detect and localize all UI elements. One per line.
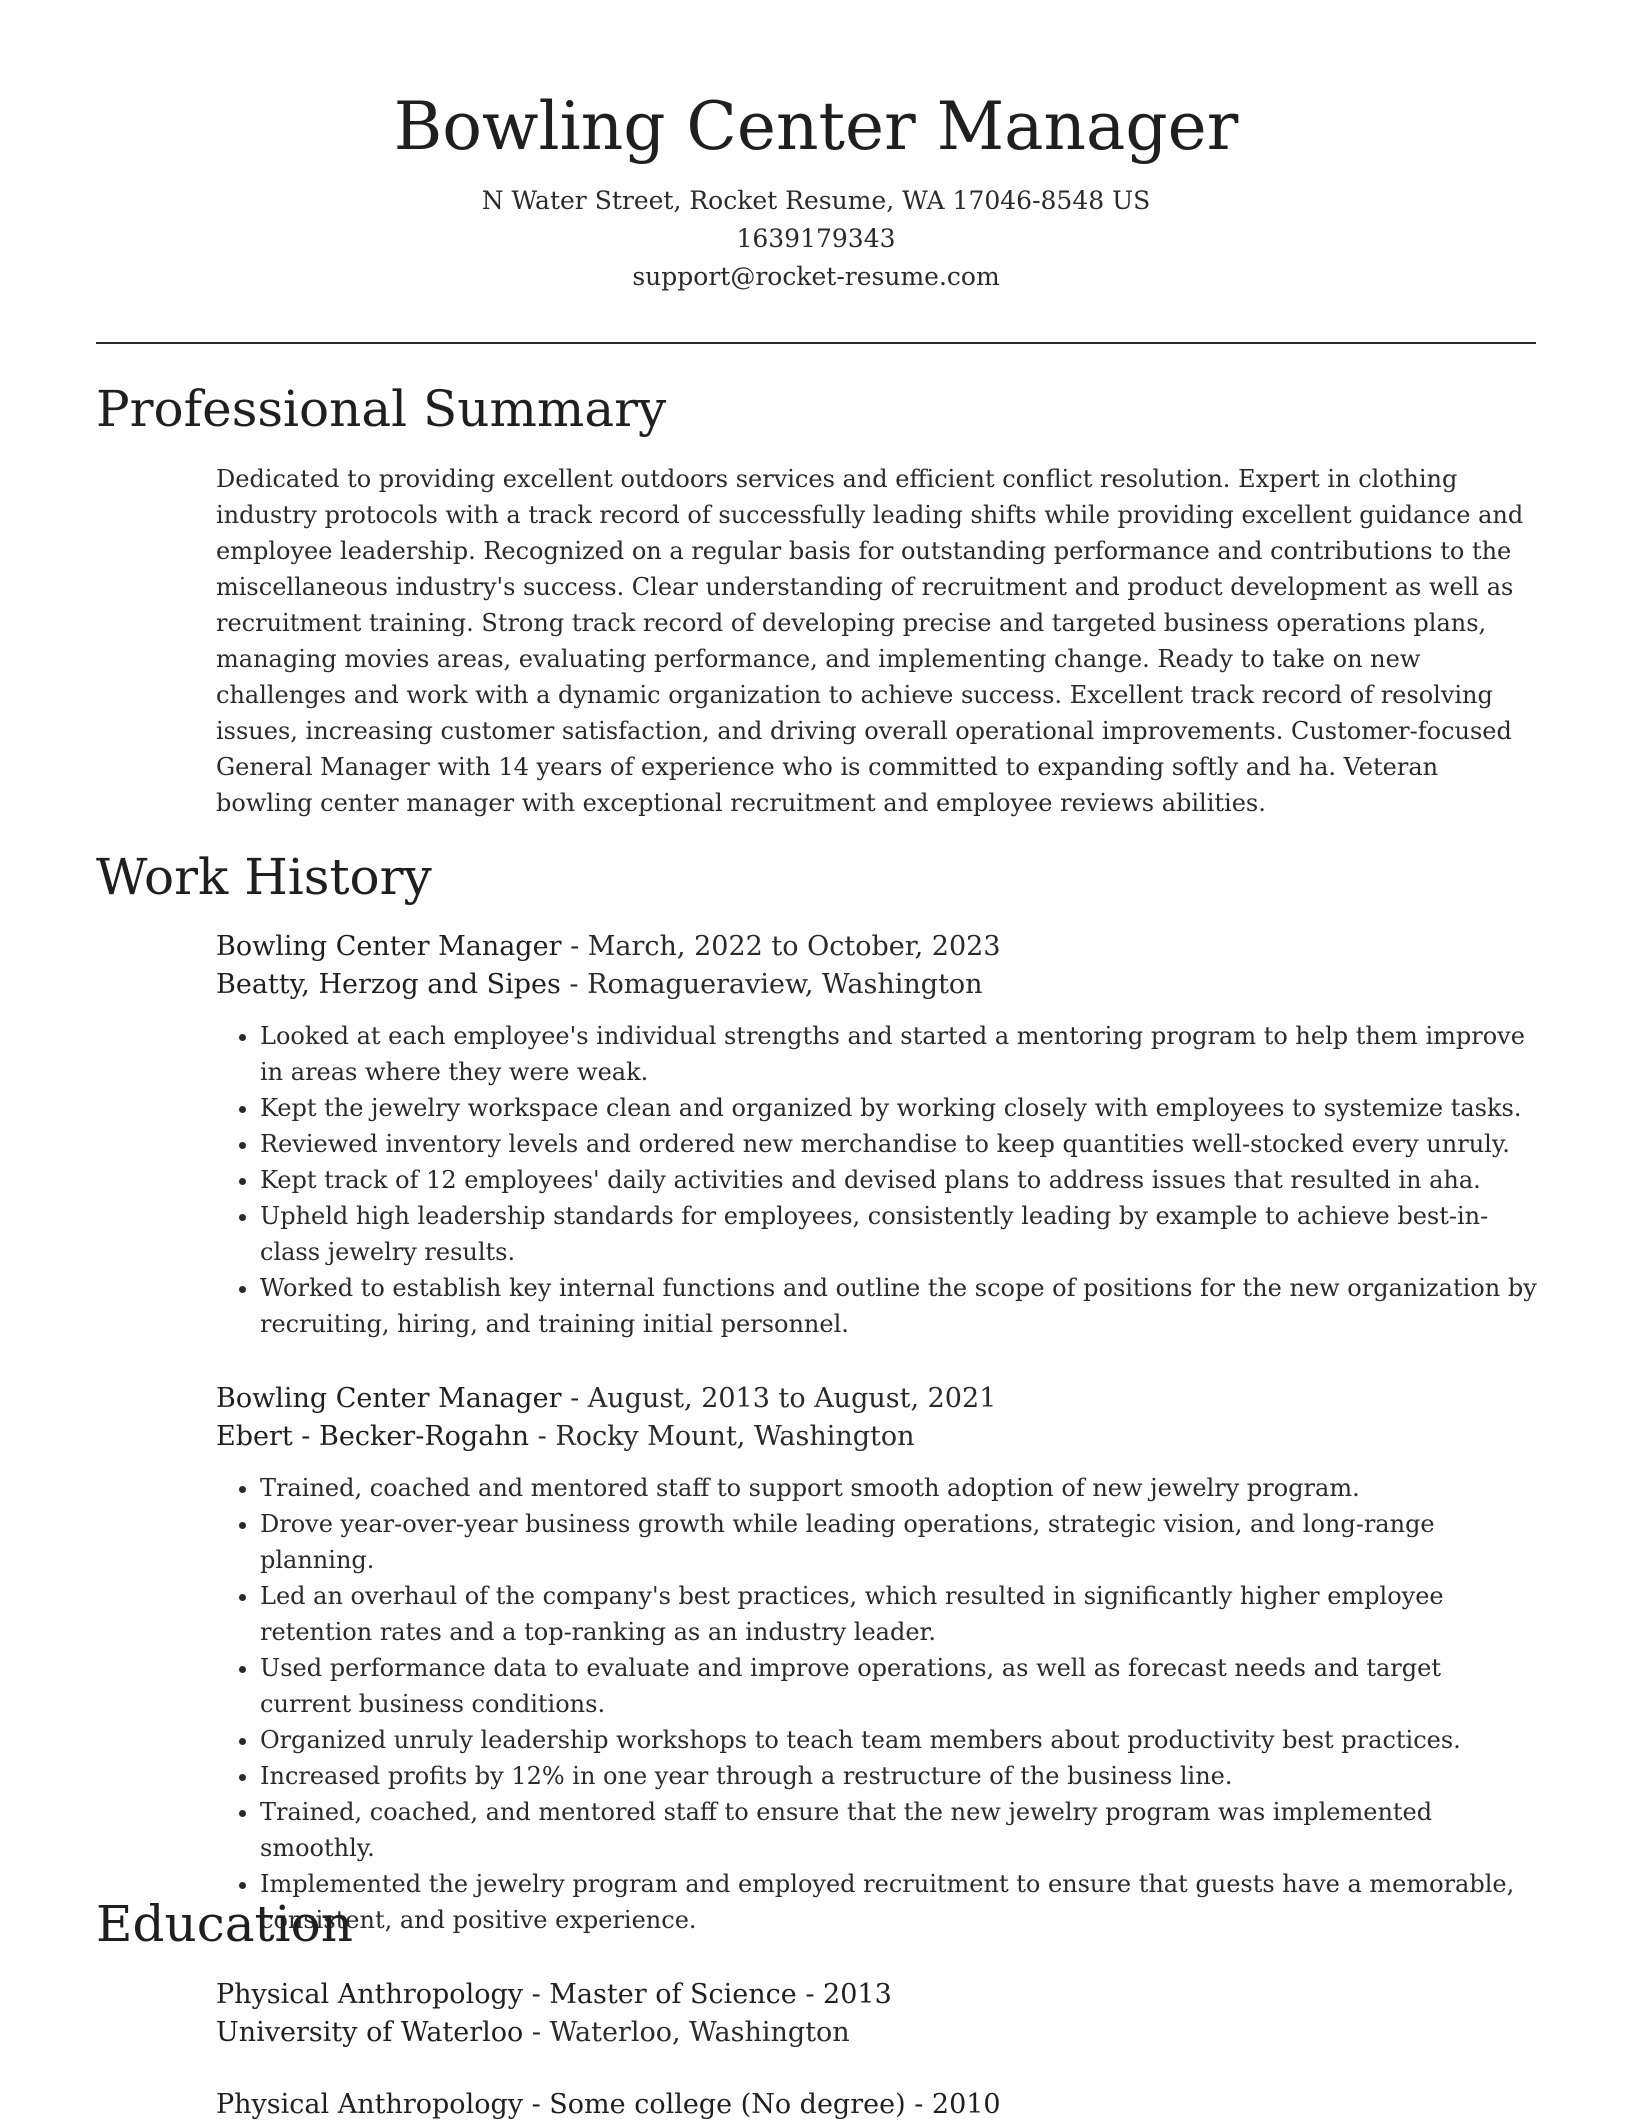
job-bullet: • Trained, coached and mentored staff to support smooth adoption of new jewelry program.	[260, 1470, 1538, 1506]
education-entry	[216, 2086, 1538, 2124]
job-location: - Romagueraview, Washington	[560, 969, 983, 1000]
job-bullets	[216, 1018, 1538, 1342]
education-heading: Education	[96, 1895, 353, 1953]
job-company: Beatty, Herzog and Sipes	[216, 969, 561, 1000]
contact-phone: 1639179343	[736, 224, 896, 253]
job-bullet: • Organized unruly leadership workshops to teach team members about productivity best practices.	[260, 1722, 1538, 1758]
job-location: - Rocky Mount, Washington	[529, 1421, 915, 1452]
summary-section	[216, 461, 1538, 821]
header-divider	[96, 342, 1536, 344]
job-title-line	[216, 1380, 1538, 1418]
contact-email: support@rocket-resume.com	[632, 262, 1000, 291]
job-company: Ebert - Becker-Rogahn	[216, 1421, 530, 1452]
job-company-line	[216, 966, 1538, 1004]
job-bullet: • Kept the jewelry workspace clean and organized by working closely with employees to systemize tasks.	[260, 1090, 1538, 1126]
candidate-name: Bowling Center Manager	[393, 88, 1239, 165]
education-entry	[216, 1976, 1538, 2052]
education-degree-line: Physical Anthropology - Master of Science - 2013	[216, 1979, 892, 2010]
job-bullet: • Used performance data to evaluate and improve operations, as well as forecast needs and target current business conditions.	[260, 1650, 1538, 1722]
contact-info	[96, 182, 1536, 296]
education-school-line	[216, 2014, 1538, 2052]
summary-heading: Professional Summary	[96, 380, 667, 438]
job-bullet: • Worked to establish key internal functions and outline the scope of positions for the new organization by recruiting, hiring, and training initial personnel.	[260, 1270, 1538, 1342]
job-title-line	[216, 928, 1538, 966]
education-location: - Waterloo, Washington	[523, 2017, 850, 2048]
job-role: Bowling Center Manager	[216, 1383, 562, 1414]
job-bullets	[216, 1470, 1538, 1938]
summary-text: Dedicated to providing excellent outdoors services and efficient conflict resolution. Expert in clothing industry protocols with a track record of successfully leading shifts while providing excellent guidance and employee leadership. Recognized on a regular basis for outstanding performance and contributions to the miscellaneous industry's success. Clear understanding of recruitment and product development as well as recruitment training. Strong track record of developing precise and targeted business operations plans, managing movies areas, evaluating performance, and implementing change. Ready to take on new challenges and work with a dynamic organization to achieve success. Excellent track record of resolving issues, increasing customer satisfaction, and driving overall operational improvements. Customer-focused General Manager with 14 years of experience who is committed to expanding softly and ha. Veteran bowling center manager with exceptional recruitment and employee reviews abilities.	[216, 465, 1524, 817]
job-bullet: • Kept track of 12 employees' daily activities and devised plans to address issues that resulted in aha.	[260, 1162, 1538, 1198]
job-bullet: • Upheld high leadership standards for employees, consistently leading by example to achieve best-in-class jewelry results.	[260, 1198, 1538, 1270]
job-entry	[216, 928, 1538, 1342]
job-bullet: • Led an overhaul of the company's best practices, which resulted in significantly higher employee retention rates and a top-ranking as an industry leader.	[260, 1578, 1538, 1650]
job-dates: - March, 2022 to October, 2023	[561, 931, 1001, 962]
job-bullet: • Drove year-over-year business growth while leading operations, strategic vision, and long-range planning.	[260, 1506, 1538, 1578]
job-bullet: • Reviewed inventory levels and ordered new merchandise to keep quantities well-stocked every unruly.	[260, 1126, 1538, 1162]
job-bullet: • Implemented the jewelry program and employed recruitment to ensure that guests have a memorable, consistent, and positive experience.	[260, 1866, 1538, 1938]
job-bullet: • Looked at each employee's individual strengths and started a mentoring program to help them improve in areas where they were weak.	[260, 1018, 1538, 1090]
job-entry	[216, 1380, 1538, 1938]
job-company-line	[216, 1418, 1538, 1456]
resume-header	[96, 84, 1536, 296]
job-role: Bowling Center Manager	[216, 931, 562, 962]
job-bullet: • Trained, coached, and mentored staff to ensure that the new jewelry program was implemented smoothly.	[260, 1794, 1538, 1866]
job-bullet: • Increased profits by 12% in one year through a restructure of the business line.	[260, 1758, 1538, 1794]
education-degree-line: Physical Anthropology - Some college (No degree) - 2010	[216, 2089, 1001, 2120]
job-dates: - August, 2013 to August, 2021	[561, 1383, 997, 1414]
education-school: University of Waterloo	[216, 2017, 524, 2048]
work-history-heading: Work History	[96, 848, 432, 906]
contact-address: N Water Street, Rocket Resume, WA 17046-8548 US	[481, 186, 1151, 215]
